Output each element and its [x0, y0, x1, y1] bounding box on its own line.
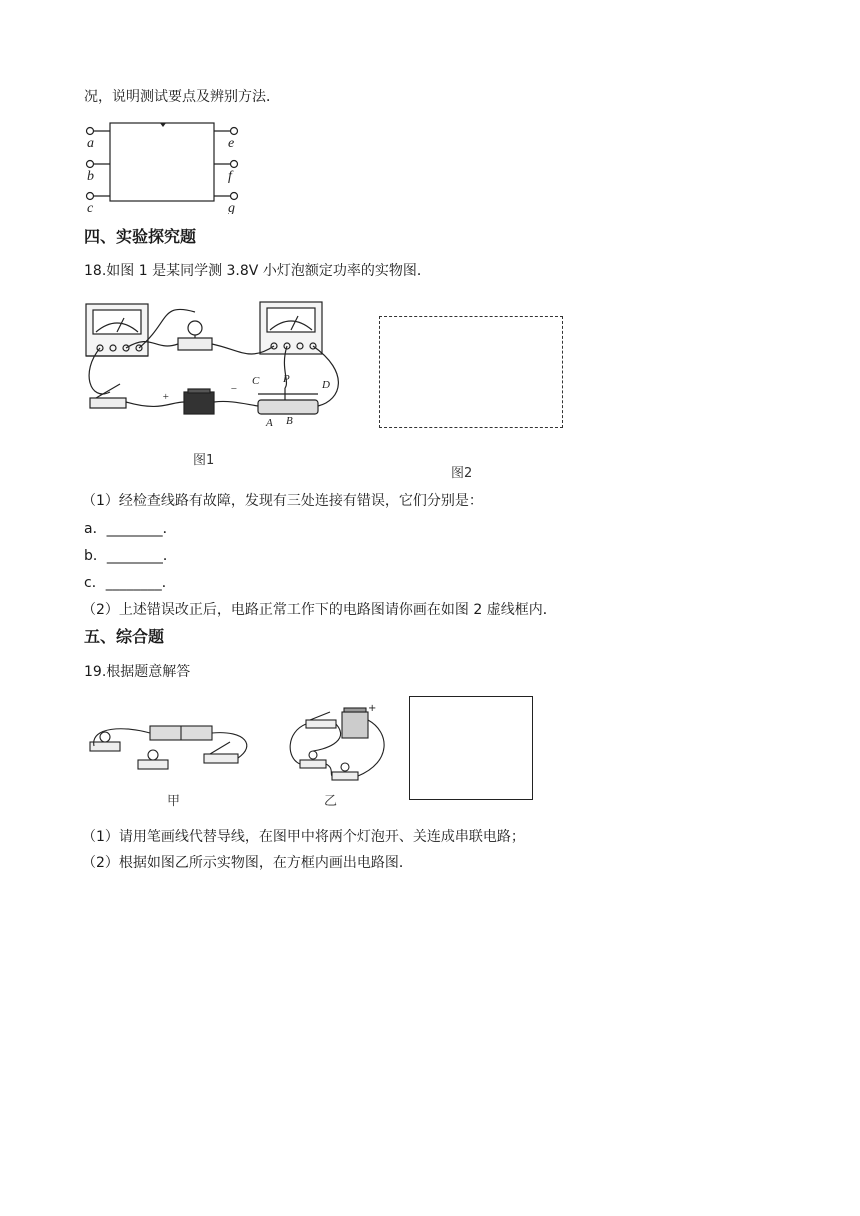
figure-yi-caption: 乙 [324, 794, 338, 809]
q18-stem: 18.如图 1 是某同学测 3.8V 小灯泡额定功率的实物图． [84, 263, 431, 279]
q18-figure1-circuit [80, 292, 360, 432]
terminal-label-A: A [266, 417, 273, 429]
q18-part1: （1）经检查线路有故障，发现有三处连接有错误，它们分别是： [82, 493, 483, 509]
terminal-label-f: f [228, 169, 232, 184]
figure1-caption: 图1 [193, 453, 215, 468]
battery-plus-label: + [162, 391, 170, 403]
section4-heading: 四、实验探究题 [84, 227, 197, 246]
terminal-label-g: g [228, 201, 235, 214]
terminal-label-B: B [286, 415, 293, 427]
q18-blank-c[interactable]: c．________． [84, 575, 176, 591]
terminal-label-a: a [87, 136, 94, 151]
terminal-label-C: C [252, 375, 260, 387]
terminal-label-c: c [87, 201, 94, 214]
figure-jia-caption: 甲 [167, 794, 181, 809]
black-box-figure [84, 118, 244, 214]
q19-figure-yi [282, 702, 404, 786]
q17-tail-text: 况，说明测试要点及辨别方法． [84, 89, 280, 105]
q19-part1: （1）请用笔画线代替导线，在图甲中将两个灯泡开、关连成串联电路； [82, 829, 525, 845]
terminal-label-P: P [283, 373, 290, 385]
figure2-dashed-box[interactable] [379, 316, 563, 428]
q19-figure-jia [86, 716, 258, 778]
q18-blank-a[interactable]: a．________． [84, 521, 177, 537]
q19-drawing-box[interactable] [409, 696, 533, 800]
q18-part2: （2）上述错误改正后，电路正常工作下的电路图请你画在如图 2 虚线框内． [82, 602, 557, 618]
terminal-label-e: e [228, 136, 235, 151]
q19-part2: （2）根据如图乙所示实物图，在方框内画出电路图． [82, 855, 413, 871]
figure2-caption: 图2 [451, 466, 473, 481]
q19-stem: 19.根据题意解答 [84, 664, 191, 680]
battery-minus-label: − [230, 383, 238, 395]
terminal-label-b: b [87, 169, 94, 184]
terminal-label-D: D [322, 379, 330, 391]
battery-plus-yi: + [368, 703, 377, 714]
section5-heading: 五、综合题 [84, 627, 165, 646]
q18-blank-b[interactable]: b．________． [84, 548, 177, 564]
